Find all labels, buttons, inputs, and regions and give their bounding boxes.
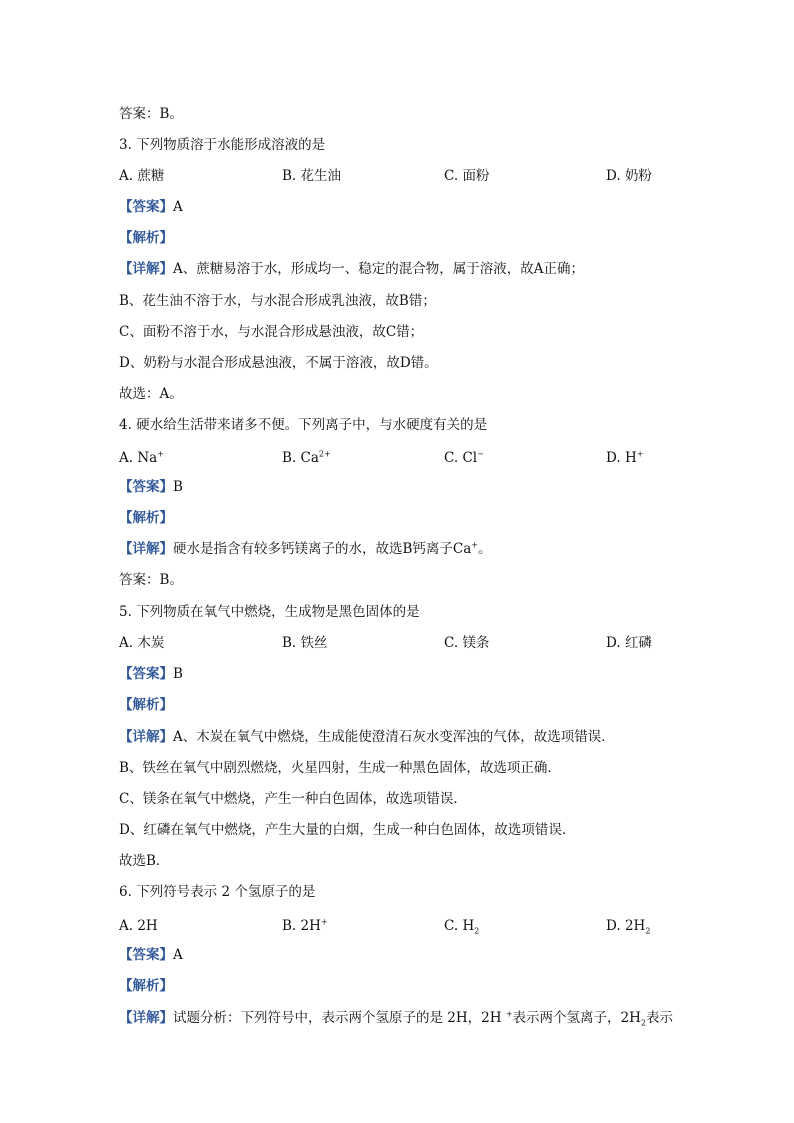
detail-text: 试题分析：下列符号中，表示两个氢原子的是 2H，2H bbox=[173, 1010, 506, 1026]
answer-value: B bbox=[173, 479, 183, 495]
charge-superscript: + bbox=[505, 1009, 513, 1019]
detail-line bbox=[119, 323, 423, 341]
conclusion-text: 故选：A。 bbox=[119, 386, 183, 402]
question-stem bbox=[119, 603, 420, 621]
detail-text: C、面粉不溶于水，与水混合形成悬浊液，故C错； bbox=[119, 324, 424, 340]
option-a: A. 2H bbox=[119, 918, 158, 934]
answer-line bbox=[119, 665, 183, 683]
detail-text: A、蔗糖易溶于水，形成均一、稳定的混合物，属于溶液，故A正确； bbox=[173, 261, 584, 277]
detail-text: D、奶粉与水混合形成悬浊液，不属于溶液，故D错。 bbox=[119, 355, 438, 371]
detail-line bbox=[119, 354, 438, 372]
detail-line bbox=[119, 540, 492, 558]
answer-value: A bbox=[173, 199, 183, 215]
detail-line bbox=[119, 759, 561, 777]
answer-line bbox=[119, 198, 183, 216]
detail-line bbox=[119, 821, 575, 839]
detail-end: 。 bbox=[478, 541, 492, 557]
detail-line bbox=[119, 1009, 673, 1027]
answer-tag: 【答案】 bbox=[119, 947, 173, 963]
option-d: D. $2H_2$ bbox=[606, 918, 651, 936]
conclusion-line bbox=[119, 385, 183, 403]
option-b: B. $Ca^{2+}$ bbox=[282, 449, 331, 466]
detail-tag: 【详解】 bbox=[119, 729, 173, 745]
answer-line bbox=[119, 478, 183, 496]
answer-line bbox=[119, 105, 183, 123]
answer-text: 答案：B。 bbox=[119, 106, 183, 122]
option-c: C. 面粉 bbox=[444, 168, 490, 184]
question-4-stem: 4. 硬水给生活带来诸多不便。下列离子中，与水硬度有关的是 bbox=[119, 417, 488, 433]
analysis-line bbox=[119, 977, 173, 995]
option-b: B. 花生油 bbox=[282, 168, 342, 184]
option-b: B. 铁丝 bbox=[282, 635, 328, 651]
analysis-tag: 【解析】 bbox=[119, 697, 173, 713]
question-6-stem: 6. 下列符号表示 2 个氢原子的是 bbox=[119, 884, 316, 900]
question-3-stem: 3. 下列物质溶于水能形成溶液的是 bbox=[119, 137, 326, 153]
question-stem bbox=[119, 883, 315, 901]
answer-line bbox=[119, 946, 183, 964]
detail-text: 表示两个氢离子，2H bbox=[512, 1010, 641, 1026]
option-b: B. 2H+ bbox=[282, 917, 328, 934]
detail-tag: 【详解】 bbox=[119, 1010, 173, 1026]
option-a: A. 蔗糖 bbox=[119, 168, 165, 184]
conclusion-line bbox=[119, 571, 183, 589]
conclusion-text: 答案：B。 bbox=[119, 572, 183, 588]
analysis-tag: 【解析】 bbox=[119, 230, 173, 246]
conclusion-line bbox=[119, 852, 169, 870]
detail-text: D、红磷在氧气中燃烧，产生大量的白烟，生成一种白色固体，故选项错误． bbox=[119, 822, 576, 838]
answer-value: A bbox=[173, 947, 183, 963]
detail-line bbox=[119, 790, 467, 808]
answer-tag: 【答案】 bbox=[119, 666, 173, 682]
detail-text: A、木炭在氧气中燃烧，生成能使澄清石灰水变浑浊的气体，故选项错误． bbox=[173, 729, 615, 745]
option-d: D. 红磷 bbox=[606, 635, 652, 651]
option-d: D. H+ bbox=[606, 449, 644, 466]
detail-text: C、镁条在氧气中燃烧，产生一种白色固体，故选项错误． bbox=[119, 791, 467, 807]
charge-superscript: + bbox=[471, 540, 479, 550]
detail-line bbox=[119, 292, 436, 310]
option-c: C. Cl− bbox=[444, 449, 484, 466]
answer-value: B bbox=[173, 666, 183, 682]
analysis-tag: 【解析】 bbox=[119, 510, 173, 526]
option-c: C. $H_2$ bbox=[444, 918, 480, 936]
detail-text: 表示 bbox=[645, 1010, 673, 1026]
option-c: C. 镁条 bbox=[444, 635, 490, 651]
analysis-line bbox=[119, 696, 173, 714]
conclusion-text: 故选B． bbox=[119, 853, 170, 869]
question-stem bbox=[119, 416, 487, 434]
analysis-line bbox=[119, 229, 173, 247]
option-d: D. 奶粉 bbox=[606, 168, 652, 184]
detail-text: 硬水是指含有较多钙镁离子的水，故选B钙离子Ca bbox=[173, 541, 472, 557]
detail-text: B、铁丝在氧气中剧烈燃烧，火星四射，生成一种黑色固体，故选项正确． bbox=[119, 760, 561, 776]
question-stem bbox=[119, 136, 325, 154]
detail-tag: 【详解】 bbox=[119, 541, 173, 557]
subscript: 2 bbox=[640, 1018, 646, 1028]
answer-tag: 【答案】 bbox=[119, 199, 173, 215]
option-a: A. Na+ bbox=[119, 449, 164, 466]
option-a: A. 木炭 bbox=[119, 635, 165, 651]
analysis-line bbox=[119, 509, 173, 527]
question-5-stem: 5. 下列物质在氧气中燃烧，生成物是黑色固体的是 bbox=[119, 604, 420, 620]
answer-tag: 【答案】 bbox=[119, 479, 173, 495]
detail-text: B、花生油不溶于水，与水混合形成乳浊液，故B错； bbox=[119, 293, 436, 309]
detail-tag: 【详解】 bbox=[119, 261, 173, 277]
detail-line bbox=[119, 260, 584, 278]
detail-line bbox=[119, 728, 615, 746]
analysis-tag: 【解析】 bbox=[119, 978, 173, 994]
